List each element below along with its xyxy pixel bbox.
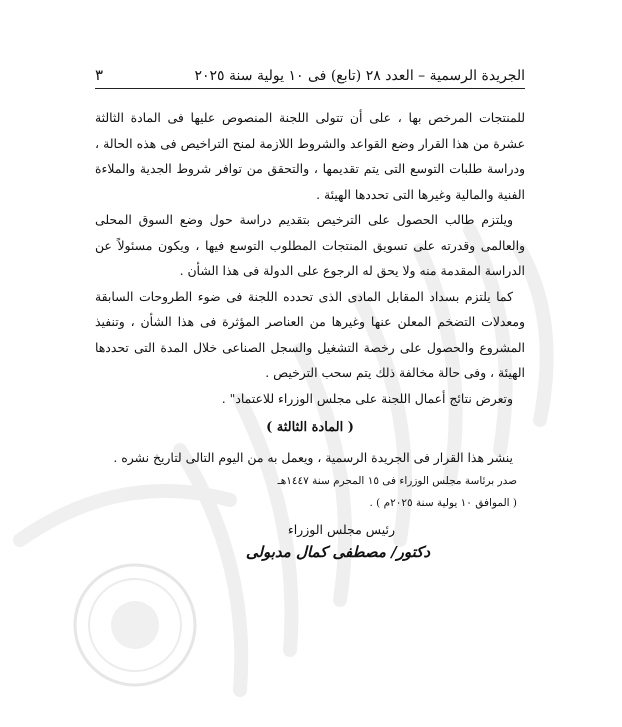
signature-title: رئيس مجلس الوزراء — [287, 522, 395, 537]
document-body — [95, 105, 525, 514]
header-title: الجريدة الرسمية – العدد ٢٨ (تابع) فى ١٠ يولية سنة ٢٠٢٥ — [194, 68, 525, 84]
page-header — [95, 66, 525, 89]
paragraph: كما يلتزم بسداد المقابل المادى الذى تحدده اللجنة فى ضوء الطروحات السابقة ومعدلات التضخم المعلن عنها وغيرها من العناصر المؤثرة فى هذا الشأن ، وتنفيذ المشروع والحصول على رخصة التشغيل والسجل الصناعى خلال المدة التى تحددها الهيئة ، وفى حالة مخالفة ذلك يتم سحب الترخيص . — [95, 288, 525, 380]
paragraph: للمنتجات المرخص بها ، على أن تتولى اللجنة المنصوص عليها فى المادة الثالثة عشرة من هذا القرار وضع القواعد والشروط اللازمة لمنح التراخيص فى هذه الحالة ، ودراسة طلبات التوسع التى يتم تقديمها ، والتحقق من توافر شروط الجدية والملاءة الفنية والمالية وغيرها التى تحددها الهيئة . — [95, 110, 525, 202]
signature-name: دكتور/ مصطفى كمال مدبولى — [245, 543, 430, 561]
paragraph: وتعرض نتائج أعمال اللجنة على مجلس الوزراء للاعتماد" . — [221, 390, 513, 406]
document-page — [95, 66, 525, 561]
article-title: ( المادة الثالثة ) — [266, 420, 354, 435]
issuance-line: صدر برئاسة مجلس الوزراء فى ١٥ المحرم سنة ١٤٤٧هـ — [277, 475, 517, 487]
article-text: ينشر هذا القرار فى الجريدة الرسمية ، ويعمل به من اليوم التالى لتاريخ نشره . — [113, 449, 513, 465]
page-number: ٣ — [95, 66, 104, 84]
paragraph: ويلتزم طالب الحصول على الترخيص بتقديم دراسة حول وضع السوق المحلى والعالمى وقدرته على تسويق المنتجات المطلوب التوسع فيها ، ويكون مسئولاً عن الدراسة المقدمة منه ولا يحق له الرجوع على الدولة فى هذا الشأن . — [95, 212, 525, 278]
issuance-date: ( الموافق ١٠ يولية سنة ٢٠٢٥م ) . — [369, 497, 517, 509]
